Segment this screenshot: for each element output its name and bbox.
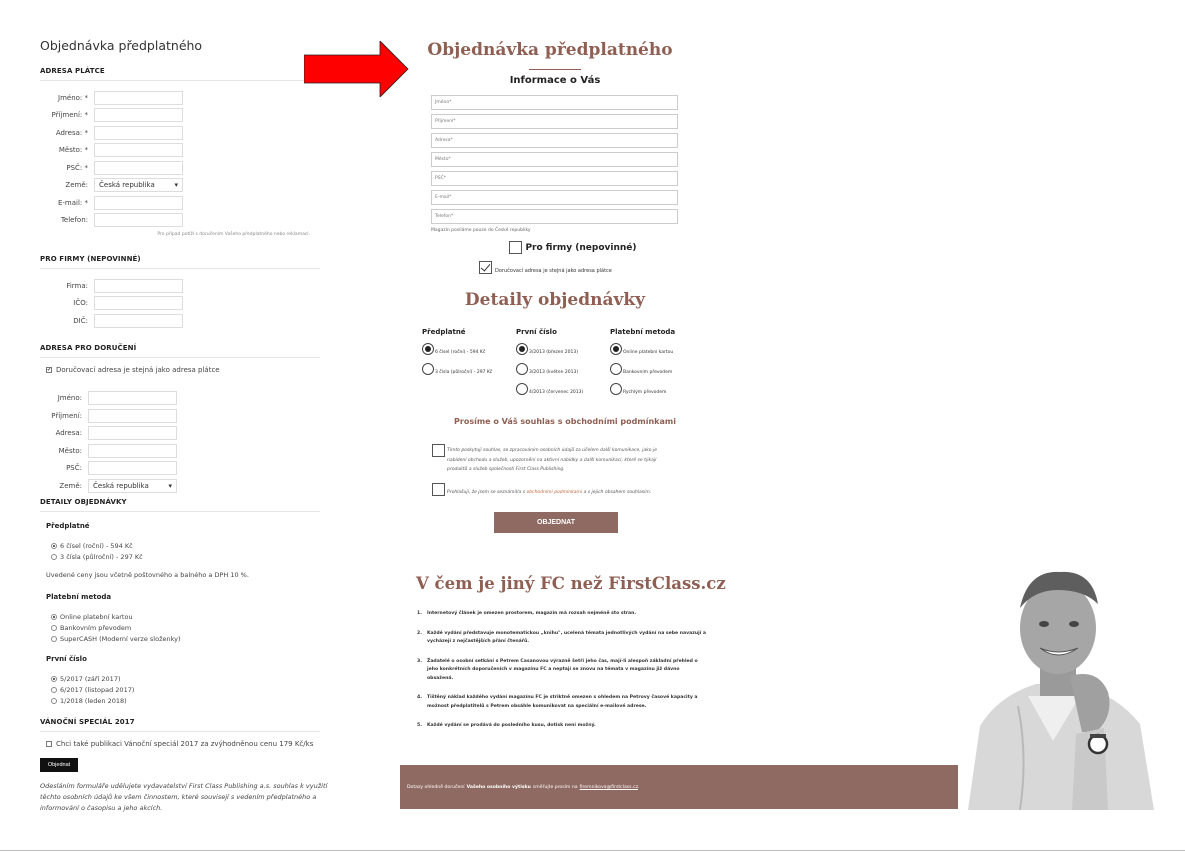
- checkbox-checked-icon: [479, 261, 492, 274]
- consent-heading: Prosíme o Váš souhlas s obchodními podmínkami: [454, 417, 676, 426]
- delivery-country-row: [40, 477, 320, 495]
- payer-city-row: [40, 142, 320, 160]
- dic-row: [40, 312, 320, 330]
- subscription-option[interactable]: [422, 358, 516, 375]
- field-label: DIČ:: [73, 316, 88, 325]
- payer-surname-row: [40, 107, 320, 125]
- delivery-city-row: [40, 442, 320, 460]
- column-heading: Platební metoda: [610, 328, 676, 336]
- terms-link[interactable]: obchodními podmínkami: [526, 489, 583, 495]
- right-order-form: [400, 40, 710, 533]
- details-columns: [422, 328, 710, 395]
- payer-surname-input[interactable]: [94, 108, 183, 122]
- payer-phone-row: [40, 212, 320, 230]
- select-value: Česká republika: [99, 181, 155, 190]
- chevron-down-icon: ▾: [168, 481, 172, 490]
- radio-icon: [422, 363, 434, 375]
- payer-phone-input[interactable]: [94, 213, 183, 227]
- field-label: Příjmení:: [51, 411, 82, 420]
- consent-checkbox-2[interactable]: [432, 483, 672, 498]
- payer-email-row: [40, 194, 320, 212]
- option-label: 3 čísla (půlroční) - 297 Kč: [60, 552, 143, 561]
- order-submit-button[interactable]: OBJEDNAT: [494, 512, 618, 533]
- radio-selected-icon: [51, 543, 57, 549]
- radio-icon: [516, 383, 528, 395]
- option-label: 1/2018 (leden 2018): [60, 696, 127, 705]
- list-text: Každé vydání se prodává do posledního kusu, dotisk není možný.: [427, 723, 596, 728]
- payment-heading: Platební metoda: [46, 592, 112, 601]
- payment-column: [610, 328, 704, 395]
- firm-row: [40, 277, 320, 295]
- consent-checkbox-1[interactable]: [432, 444, 672, 475]
- list-number: 1.: [417, 611, 422, 616]
- option-label: Online platební kartou: [623, 350, 674, 355]
- consent-text-1: Tímto poskytuji souhlas, se zpracováním osobních údajů za účelem další komunikace, jako je nabídení obchodu a služeb, upozornění na aktivní nabídky a další komunikaci, které se týkají produktů a služeb společnosti First Class Publishing.: [447, 448, 657, 472]
- field-label: Telefon:: [60, 216, 88, 225]
- christmas-label: Chci také publikaci Vánoční speciál 2017 za zvýhodněnou cenu 179 Kč/ks: [56, 739, 314, 748]
- option-label: 3/2013 (květen 2013): [529, 370, 579, 375]
- delivery-name-input[interactable]: [88, 391, 177, 405]
- delivery-surname-row: [40, 407, 320, 425]
- list-text: Žadatelé o osobní setkání s Petrem Casanovou výrazně šetří jeho čas, mají-li alespoň základní přehled o jeho konkrétních doporučeních v magazínu FC a neptají se znovu na témata v magazínu již dávno obsažená.: [427, 658, 698, 681]
- consent-disclaimer: Odesláním formuláře udělujete vydavatelství First Class Publishing a.s. souhlas k využití těchto osobních údajů ke všem činnostem, které souvisejí s vedením předplatného a informování o časopisu a jeho akcích.: [40, 781, 328, 812]
- same-address-checkbox[interactable]: [46, 366, 314, 374]
- payer-zip-row: [40, 159, 320, 177]
- select-value: Česká republika: [93, 481, 149, 490]
- payer-email-input[interactable]: [94, 196, 183, 210]
- footer-email-link[interactable]: firemnikova@firstclass.cz: [579, 784, 638, 790]
- city-input[interactable]: Město*: [431, 152, 678, 167]
- consent-text-2: [447, 483, 651, 498]
- chevron-down-icon: ▾: [174, 181, 178, 190]
- details-title: Detaily objednávky: [464, 290, 646, 310]
- contact-footer: [400, 765, 958, 809]
- first-issue-option[interactable]: [516, 378, 610, 395]
- left-submit-button[interactable]: Objednat: [40, 758, 78, 772]
- field-label: Jméno: *: [58, 93, 88, 102]
- option-label: 6 čísel (roční) - 594 Kč: [60, 541, 133, 550]
- field-label: Město: *: [58, 146, 88, 155]
- payer-name-input[interactable]: [94, 91, 183, 105]
- christmas-checkbox[interactable]: [46, 740, 314, 748]
- field-label: PSČ:: [66, 464, 82, 473]
- field-label: Země:: [59, 481, 82, 490]
- left-order-form: [40, 38, 328, 814]
- radio-icon: [51, 687, 57, 693]
- why-list: [417, 610, 707, 742]
- first-issue-column: [516, 328, 610, 395]
- first-issue-option[interactable]: [516, 338, 610, 355]
- consent-text-part: a s jejich obsahem souhlasím.: [583, 489, 652, 495]
- option-label: Bankovním převodem: [60, 623, 132, 632]
- zip-input[interactable]: PSČ*: [431, 171, 678, 186]
- list-item: [417, 694, 707, 711]
- radio-selected-icon: [422, 343, 434, 355]
- domestic-note: Magazín posíláme pouze do České republiky: [431, 228, 531, 233]
- field-label: PSČ: *: [66, 163, 88, 172]
- left-page-title: Objednávka předplatného: [40, 38, 203, 53]
- radio-icon: [516, 363, 528, 375]
- radio-selected-icon: [51, 676, 57, 682]
- list-number: 4.: [417, 695, 422, 700]
- ico-input[interactable]: [94, 296, 183, 310]
- subscription-option[interactable]: [51, 542, 320, 550]
- subscription-column: [422, 328, 516, 395]
- option-label: SuperCASH (Moderní verze složenky): [60, 634, 181, 643]
- address-input[interactable]: Adresa*: [431, 133, 678, 148]
- email-input[interactable]: E-mail*: [431, 190, 678, 205]
- payer-address-row: [40, 124, 320, 142]
- firms-label: Pro firmy (nepovinné): [525, 242, 637, 253]
- portrait-photo: [958, 556, 1158, 810]
- delivery-surname-input[interactable]: [88, 409, 177, 423]
- info-subtitle: Informace o Vás: [509, 75, 601, 86]
- option-label: 6/2017 (listopad 2017): [60, 685, 135, 694]
- christmas-section-heading: VÁNOČNÍ SPECIÁL 2017: [40, 718, 320, 732]
- payer-country-row: [40, 177, 320, 195]
- payer-country-select[interactable]: [94, 178, 183, 192]
- list-text: Každé vydání představuje monotematickou „knihu", ucelená témata jednotlivých vydání na sebe navazují a vycházejí z nejčastějších přání čtenářů.: [427, 630, 707, 644]
- checkbox-icon: [46, 741, 52, 747]
- footer-text: Dotazy ohledně doručení: [407, 784, 465, 790]
- footer-text: .: [637, 784, 640, 790]
- same-address-label: Doručovací adresa je stejná jako adresa plátce: [495, 268, 612, 274]
- subscription-option[interactable]: [422, 338, 516, 355]
- payer-city-input[interactable]: [94, 143, 183, 157]
- first-issue-option[interactable]: [516, 358, 610, 375]
- column-heading: Předplatné: [422, 328, 466, 336]
- checkbox-icon: [432, 444, 445, 457]
- payer-name-row: [40, 89, 320, 107]
- payment-option[interactable]: [51, 613, 320, 621]
- list-item: [417, 722, 707, 731]
- phone-input[interactable]: Telefon*: [431, 209, 678, 224]
- list-text: Tištěný náklad každého vydání magazínu FC je striktně omezen s ohledem na Petrovy časové kapacity a možnost předplatitelů s Petrem obsáhle komunikovat na speciální e-mailové adrese.: [427, 695, 698, 709]
- list-item: [417, 630, 707, 647]
- field-label: Příjmení: *: [51, 111, 88, 120]
- name-input[interactable]: Jméno*: [431, 95, 678, 110]
- payment-option[interactable]: [51, 624, 320, 632]
- option-label: 3 čísla (půlroční) - 297 Kč: [435, 370, 493, 375]
- first-issue-heading: První číslo: [46, 654, 87, 663]
- radio-icon: [610, 363, 622, 375]
- delivery-zip-input[interactable]: [88, 461, 177, 475]
- field-label: Jméno:: [57, 394, 82, 403]
- field-label: Město:: [58, 446, 82, 455]
- delivery-name-row: [40, 390, 320, 408]
- radio-icon: [51, 698, 57, 704]
- subscription-option[interactable]: [51, 553, 320, 561]
- first-issue-option[interactable]: [51, 686, 320, 694]
- option-label: 3/2013 (březen 2013): [529, 350, 579, 355]
- radio-icon: [51, 554, 57, 560]
- firms-checkbox[interactable]: [436, 241, 710, 254]
- radio-icon: [51, 625, 57, 631]
- list-item: [417, 658, 707, 684]
- delivery-address-input[interactable]: [88, 426, 177, 440]
- ico-row: [40, 295, 320, 313]
- delivery-city-input[interactable]: [88, 444, 177, 458]
- subscription-heading: Předplatné: [46, 521, 90, 530]
- payment-option[interactable]: [610, 378, 704, 395]
- title-underline: [529, 69, 581, 70]
- payer-section-heading: ADRESA PLÁTCE: [40, 67, 320, 81]
- radio-selected-icon: [610, 343, 622, 355]
- firm-input[interactable]: [94, 279, 183, 293]
- payer-address-input[interactable]: [94, 126, 183, 140]
- list-item: [417, 610, 707, 619]
- same-address-label: Doručovací adresa je stejná jako adresa plátce: [56, 365, 220, 374]
- first-issue-option[interactable]: [51, 697, 320, 705]
- checkbox-checked-icon: ✔: [47, 366, 52, 373]
- checkbox-icon: [509, 241, 522, 254]
- consent-text-part: Prohlašuji, že jsem se seznámil/a s: [447, 489, 526, 495]
- list-number: 5.: [417, 723, 422, 728]
- field-label: IČO:: [73, 299, 88, 308]
- payment-option[interactable]: [51, 635, 320, 643]
- option-label: Online platební kartou: [60, 612, 133, 621]
- same-address-checkbox-right[interactable]: [479, 261, 710, 274]
- field-label: Adresa: *: [55, 128, 88, 137]
- footer-bold: Vašeho osobního výtisku: [466, 784, 531, 790]
- delivery-address-row: [40, 425, 320, 443]
- firms-section-heading: PRO FIRMY (NEPOVINNÉ): [40, 255, 320, 269]
- field-label: Firma:: [66, 281, 88, 290]
- payer-zip-input[interactable]: [94, 161, 183, 175]
- why-title: V čem je jiný FC než FirstClass.cz: [416, 574, 726, 593]
- option-label: 5/2017 (září 2017): [60, 674, 121, 683]
- list-number: 2.: [417, 630, 422, 636]
- dic-input[interactable]: [94, 314, 183, 328]
- radio-icon: [610, 383, 622, 395]
- list-number: 3.: [417, 658, 422, 664]
- radio-selected-icon: [516, 343, 528, 355]
- delivery-section-heading: ADRESA PRO DORUČENÍ: [40, 344, 320, 358]
- phone-hint: Pro případ potíží s doručením Vašeho předplatného nebo reklamací.: [157, 232, 310, 237]
- divider: [0, 850, 1185, 851]
- option-label: 4/2013 (červenec 2013): [529, 390, 584, 395]
- checkbox-icon: [432, 483, 445, 496]
- option-label: 6 čísel (roční) - 594 Kč: [435, 350, 486, 355]
- surname-input[interactable]: Příjmení*: [431, 114, 678, 129]
- delivery-zip-row: [40, 460, 320, 478]
- column-heading: První číslo: [516, 328, 557, 336]
- radio-icon: [51, 636, 57, 642]
- radio-selected-icon: [51, 614, 57, 620]
- list-text: Internetový článek je omezen prostorem, magazín má rozsah nejméně sto stran.: [427, 611, 637, 616]
- payment-option[interactable]: [610, 358, 704, 375]
- details-section-heading: DETAILY OBJEDNÁVKY: [40, 498, 320, 512]
- payment-option[interactable]: [610, 338, 704, 355]
- option-label: Bankovním převodem: [623, 370, 673, 375]
- right-page-title: Objednávka předplatného: [427, 40, 673, 60]
- delivery-country-select[interactable]: [88, 479, 177, 493]
- footer-text: směřujte prosím na: [532, 784, 578, 790]
- price-note: Uvedené ceny jsou včetně poštovného a balného a DPH 10 %.: [46, 570, 249, 579]
- field-label: E-mail: *: [57, 198, 88, 207]
- field-label: Země:: [65, 181, 88, 190]
- field-label: Adresa:: [55, 429, 82, 438]
- first-issue-option[interactable]: [51, 675, 320, 683]
- option-label: Rychlým převodem: [623, 390, 667, 395]
